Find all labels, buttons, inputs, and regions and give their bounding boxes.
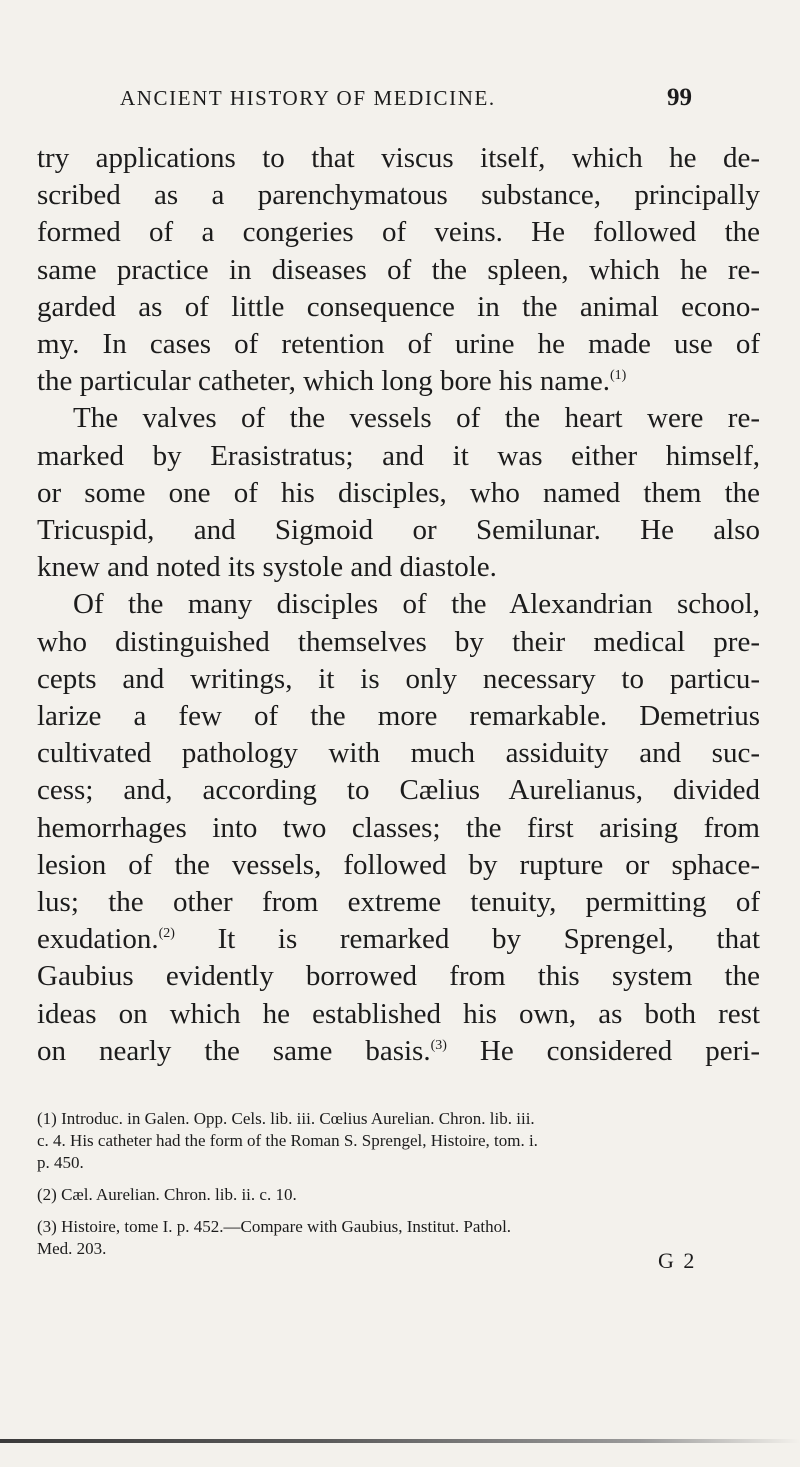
text-line: The valves of the vessels of the heart were re- bbox=[73, 402, 760, 435]
page-number: 99 bbox=[667, 84, 692, 111]
footnote-line: (3) Histoire, tome I. p. 452.—Compare with Gaubius, Institut. Pathol. bbox=[37, 1217, 512, 1236]
text-line: Gaubius evidently borrowed from this system the bbox=[37, 960, 760, 993]
text-segment: He considered peri- bbox=[479, 1034, 760, 1067]
footnote bbox=[37, 1216, 760, 1260]
footnote-line: c. 4. His catheter had the form of the Roman S. Sprengel, Histoire, tom. i. bbox=[37, 1131, 538, 1150]
text-line bbox=[37, 363, 760, 400]
signature-mark: G 2 bbox=[658, 1248, 697, 1273]
footnote-line: (1) Introduc. in Galen. Opp. Cels. lib. iii. Cœlius Aurelian. Chron. lib. iii. bbox=[37, 1109, 535, 1128]
text-line bbox=[37, 921, 760, 958]
body-text bbox=[37, 140, 760, 1070]
footnote-line: p. 450. bbox=[37, 1153, 84, 1172]
footnote-ref: (1) bbox=[609, 368, 627, 384]
text-line: knew and noted its systole and diastole. bbox=[37, 551, 497, 584]
text-line: garded as of little consequence in the animal econo- bbox=[37, 290, 760, 323]
footnote-line: (2) Cæl. Aurelian. Chron. lib. ii. c. 10. bbox=[37, 1185, 297, 1204]
text-segment: on nearly the same basis. bbox=[37, 1034, 431, 1067]
text-line: who distinguished themselves by their medical pre- bbox=[37, 625, 760, 658]
text-line: cess; and, according to Cælius Aurelianus, divided bbox=[37, 774, 760, 807]
text-line: same practice in diseases of the spleen, which he re- bbox=[37, 253, 760, 286]
text-line: lesion of the vessels, followed by rupture or sphace- bbox=[37, 848, 760, 881]
text-segment: the particular catheter, which long bore his name. bbox=[37, 365, 610, 398]
text-line: hemorrhages into two classes; the first arising from bbox=[37, 811, 760, 844]
text-line: my. In cases of retention of urine he made use of bbox=[37, 328, 760, 361]
text-line bbox=[37, 1033, 760, 1070]
footnote-ref: (2) bbox=[158, 926, 175, 942]
text-line: cultivated pathology with much assiduity and suc- bbox=[37, 737, 760, 770]
footnote-ref: (3) bbox=[430, 1037, 447, 1053]
text-line: larize a few of the more remarkable. Demetrius bbox=[37, 700, 760, 733]
text-line: cepts and writings, it is only necessary to particu- bbox=[37, 662, 760, 695]
text-line: ideas on which he established his own, as both rest bbox=[37, 997, 760, 1030]
text-line: try applications to that viscus itself, which he de- bbox=[37, 142, 760, 174]
page-edge-shadow bbox=[0, 1439, 800, 1443]
footnote-line: Med. 203. bbox=[37, 1239, 107, 1258]
text-line: Of the many disciples of the Alexandrian school, bbox=[73, 588, 760, 621]
running-header bbox=[120, 84, 692, 112]
text-line: formed of a congeries of veins. He followed the bbox=[37, 216, 760, 249]
running-head-title: ANCIENT HISTORY OF MEDICINE. bbox=[120, 86, 496, 110]
text-line: scribed as a parenchymatous substance, principally bbox=[37, 179, 760, 212]
text-line: lus; the other from extreme tenuity, permitting of bbox=[37, 886, 760, 919]
text-segment: It is remarked by Sprengel, that bbox=[217, 923, 761, 956]
text-line: marked by Erasistratus; and it was either himself, bbox=[37, 439, 760, 472]
text-line: or some one of his disciples, who named them the bbox=[37, 476, 760, 509]
text-segment: exudation. bbox=[37, 923, 159, 956]
text-line: Tricuspid, and Sigmoid or Semilunar. He also bbox=[37, 514, 760, 547]
footnote bbox=[37, 1108, 760, 1174]
footnote bbox=[37, 1184, 760, 1206]
footnotes bbox=[37, 1108, 760, 1270]
